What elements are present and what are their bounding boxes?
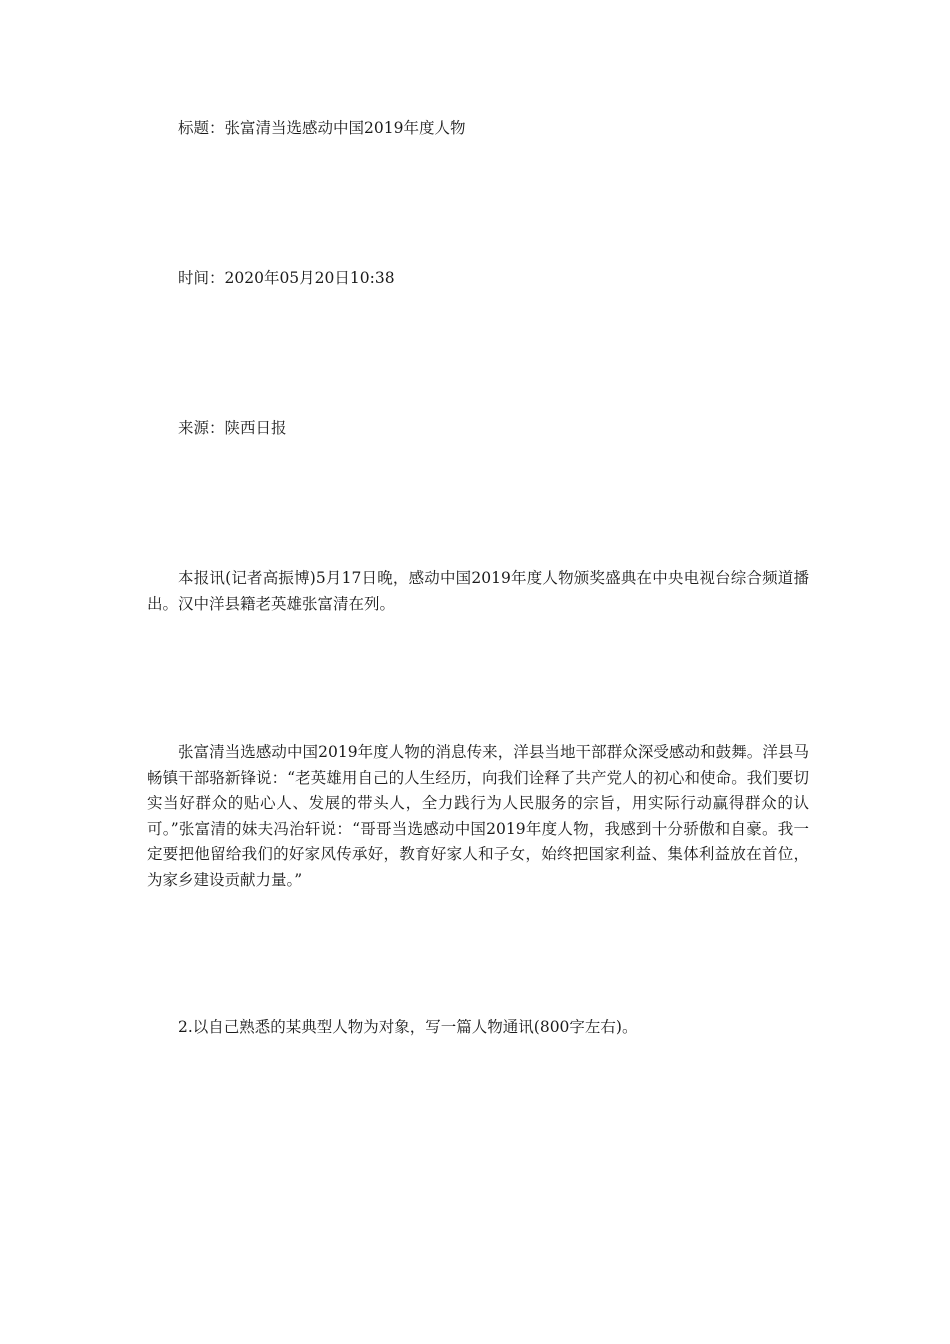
article-title: 标题：张富清当选感动中国2019年度人物 xyxy=(178,119,466,137)
article-paragraph-reactions: 张富清当选感动中国2019年度人物的消息传来，洋县当地干部群众深受感动和鼓舞。洋县马畅镇干部骆新锋说：“老英雄用自己的人生经历，向我们诠释了共产党人的初心和使命。我们要切实当好群众的贴心人、发展的带头人，全力践行为人民服务的宗旨，用实际行动赢得群众的认可。”张富清的妹夫冯治轩说：“哥哥当选感动中国2019年度人物，我感到十分骄傲和自豪。我一定要把他留给我们的好家风传承好，教育好家人和子女，始终把国家利益、集体利益放在首位，为家乡建设贡献力量。” xyxy=(147,743,809,889)
article-time: 时间：2020年05月20日10:38 xyxy=(178,269,395,287)
article-paragraph-lead: 本报讯(记者高振博)5月17日晚，感动中国2019年度人物颁奖盛典在中央电视台综合频道播出。汉中洋县籍老英雄张富清在列。 xyxy=(147,569,809,613)
exercise-prompt: 2.以自己熟悉的某典型人物为对象，写一篇人物通讯(800字左右)。 xyxy=(178,1018,638,1036)
article-source: 来源：陕西日报 xyxy=(178,419,287,437)
